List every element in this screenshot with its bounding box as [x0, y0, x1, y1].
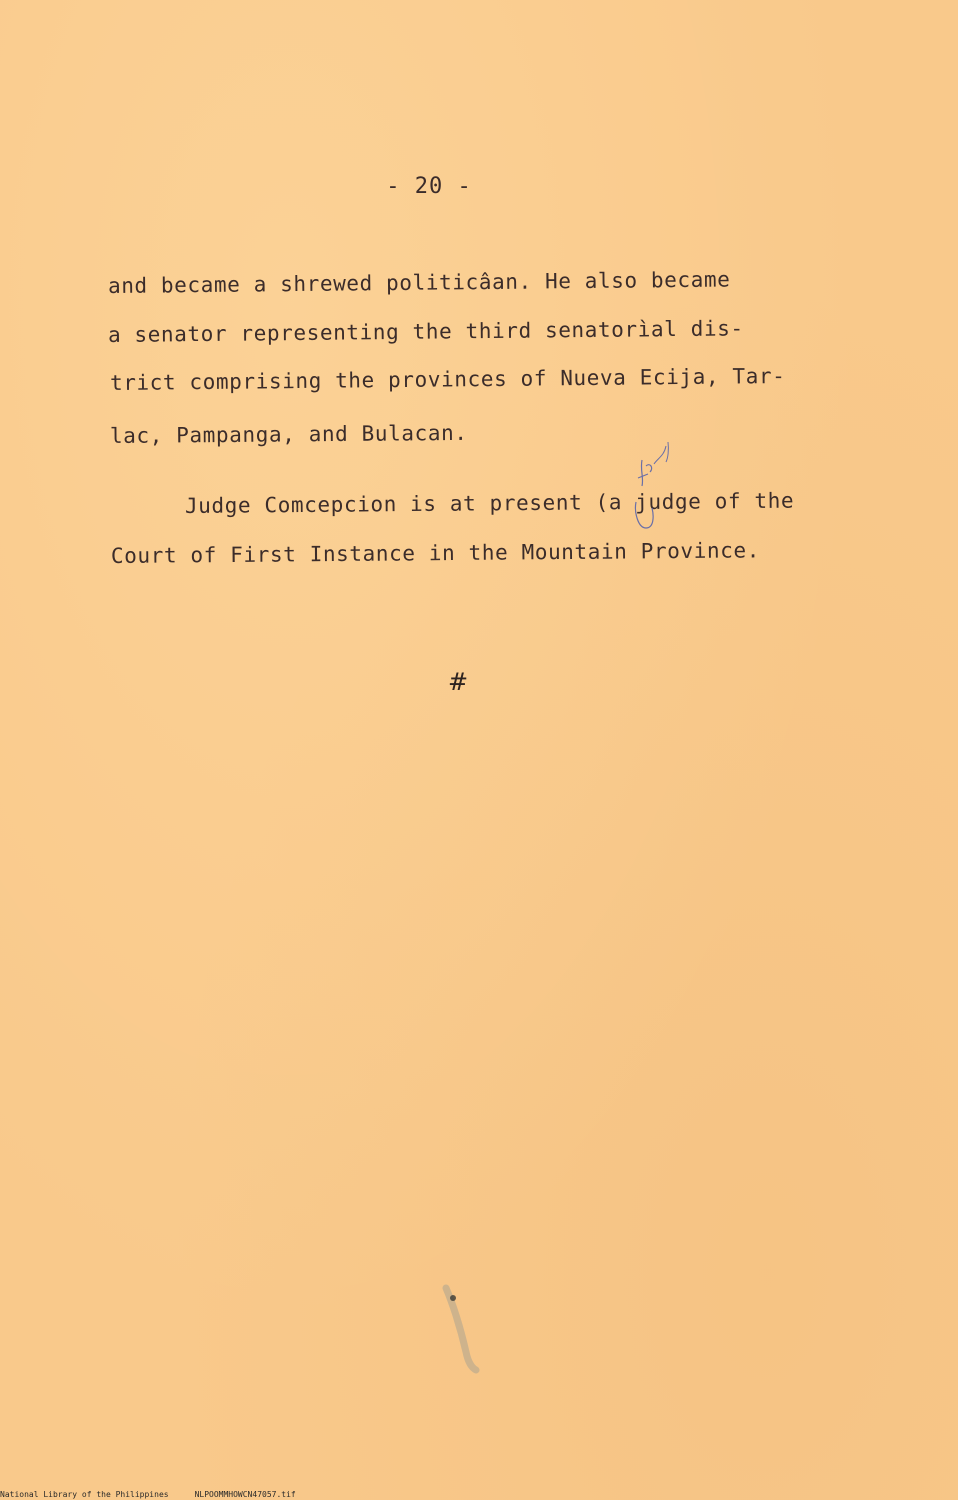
scan-footer — [0, 1490, 296, 1500]
end-mark: # — [448, 668, 469, 696]
text-line-1: and became a shrewed politicâan. He also became — [107, 267, 731, 298]
page-number: - 20 - — [386, 174, 472, 199]
text-line-2: a senator representing the third senatorìal dis- — [107, 316, 744, 347]
footer-library: National Library of the Philippines — [0, 1490, 169, 1499]
text-line-6: Court of First Instance in the Mountain Province. — [110, 538, 761, 568]
text-line-3: trict comprising the provinces of Nueva Ecija, Tar- — [109, 363, 786, 395]
text-line-4: lac, Pampanga, and Bulacan. — [109, 420, 468, 448]
paper-stain — [438, 1282, 484, 1374]
text-line-5: Judge Comcepcion is at present (a judge of the — [184, 488, 795, 518]
footer-filename: NLPOOMMHOWCN47057.tif — [194, 1490, 296, 1499]
pencil-annotation-icon — [628, 440, 678, 536]
